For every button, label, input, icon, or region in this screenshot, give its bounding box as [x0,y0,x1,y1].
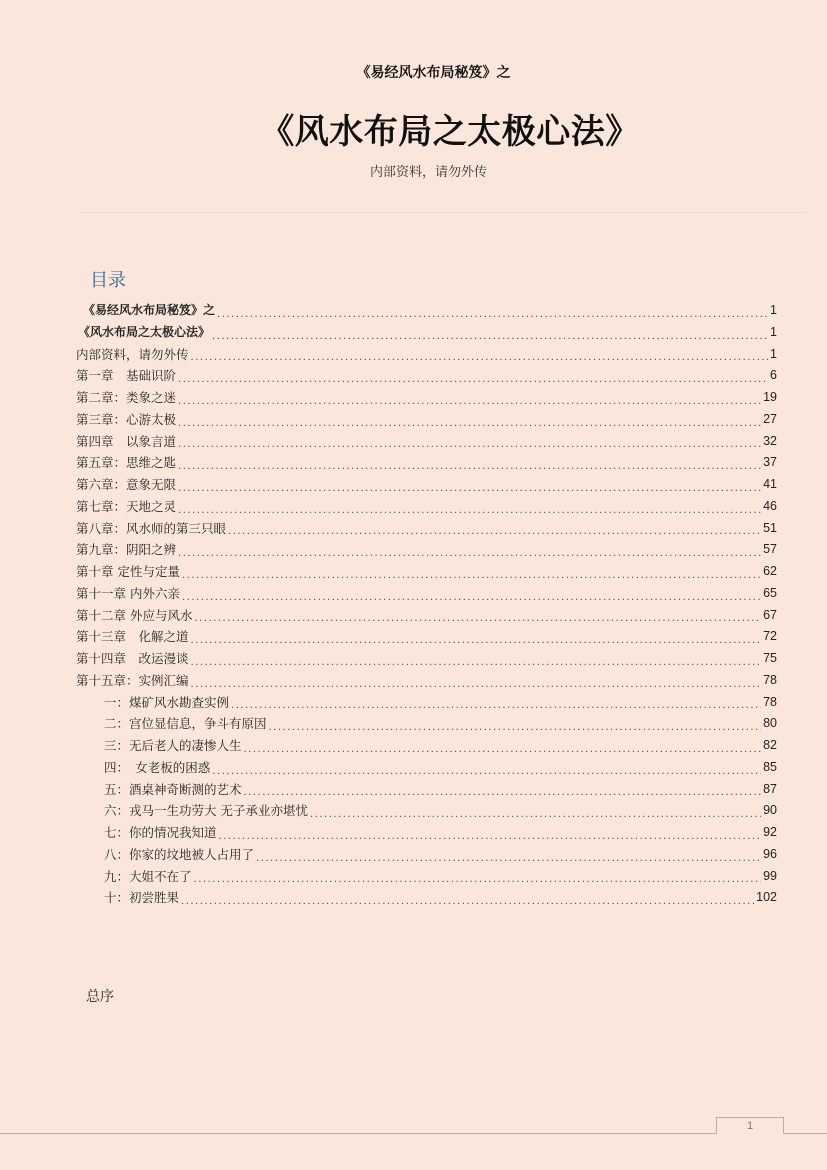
toc-entry[interactable] [76,539,777,561]
toc-entry[interactable] [76,518,777,540]
page-number: 1 [716,1117,784,1134]
toc-entry-label: 内部资料，请勿外传 [76,346,189,362]
toc-entry-label: 第九章：阴阳之辨 [76,542,177,558]
toc-entry[interactable] [76,626,777,648]
toc-dot-leader [178,365,768,387]
table-of-contents [76,300,777,909]
toc-entry-label: 九：大姐不在了 [104,868,192,884]
toc-entry-page: 87 [763,781,777,796]
toc-entry-page: 96 [763,846,777,861]
toc-entry-page: 19 [763,390,777,404]
toc-entry-label: 六：戎马一生功劳大 无子承业亦堪忧 [104,803,308,819]
toc-entry-page: 46 [763,498,777,513]
toc-entry-page: 27 [763,411,777,426]
toc-entry[interactable] [76,409,777,431]
toc-dot-leader [244,735,762,757]
toc-entry-page: 82 [763,738,777,752]
toc-dot-leader [191,648,762,670]
toc-dot-leader [194,605,761,627]
toc-entry[interactable] [76,300,777,322]
toc-entry[interactable] [76,822,777,844]
toc-dot-leader [212,757,761,779]
toc-entry-page: 75 [763,651,777,665]
toc-entry-label: 第七章：天地之灵 [76,498,177,514]
toc-entry-label: 第十五章：实例汇编 [76,672,189,688]
toc-entry-label: 第十四章 改运漫谈 [76,651,189,666]
footer-divider [0,1133,827,1134]
toc-entry-page: 41 [763,477,777,491]
toc-entry-label: 第八章：风水师的第三只眼 [76,520,227,536]
toc-entry-label: 第十一章 内外六亲 [76,585,180,601]
toc-entry-page: 51 [763,520,777,535]
toc-dot-leader [178,474,761,496]
toc-entry-label: 第三章：心游太极 [76,411,177,427]
toc-dot-leader [178,431,761,453]
toc-entry-label: 十：初尝胜果 [104,890,180,906]
toc-entry-label: 第十二章 外应与风水 [76,607,193,623]
toc-entry[interactable] [76,713,777,735]
toc-heading: 目录 [90,270,126,291]
toc-entry-label: 三：无后老人的凄惨人生 [104,738,242,753]
header-divider [80,212,806,213]
toc-dot-leader [269,713,762,735]
toc-entry[interactable] [76,452,777,474]
toc-entry-label: 二：宫位显信息，争斗有原因 [104,716,267,732]
toc-entry-label: 五：酒桌神奇断测的艺术 [104,781,242,797]
toc-entry-page: 65 [763,585,777,600]
toc-entry-label: 第五章：思维之匙 [76,455,177,471]
section-heading: 总序 [86,989,114,1005]
toc-dot-leader [191,344,769,366]
toc-entry[interactable] [76,561,777,583]
toc-entry[interactable] [76,800,777,822]
toc-entry[interactable] [76,757,777,779]
toc-dot-leader [191,626,762,648]
toc-entry[interactable] [76,670,777,692]
toc-entry[interactable] [76,735,777,757]
toc-entry-page: 67 [763,607,777,622]
toc-entry[interactable] [76,583,777,605]
toc-entry-page: 85 [763,759,777,774]
toc-dot-leader [178,496,761,518]
toc-entry-label: 八：你家的坟地被人占用了 [104,846,255,862]
toc-entry[interactable] [76,887,777,909]
toc-entry-label: 《风水布局之太极心法》 [78,324,211,339]
toc-entry-page: 102 [756,890,777,905]
document-title: 《风水布局之太极心法》 [260,112,640,152]
toc-dot-leader [244,779,762,801]
toc-entry[interactable] [76,387,777,409]
toc-entry-label: 第十三章 化解之道 [76,629,189,645]
toc-dot-leader [310,800,761,822]
toc-dot-leader [178,539,761,561]
toc-entry[interactable] [76,344,777,366]
toc-dot-leader [194,866,762,888]
toc-entry[interactable] [76,496,777,518]
toc-entry-page: 72 [763,629,777,644]
toc-entry[interactable] [76,844,777,866]
toc-entry-label: 一：煤矿风水勘查实例 [104,694,230,710]
toc-entry[interactable] [76,605,777,627]
toc-entry-page: 90 [763,803,777,818]
toc-entry[interactable] [76,474,777,496]
toc-entry-label: 第六章：意象无限 [76,477,177,492]
toc-entry-label: 七：你的情况我知道 [104,825,217,840]
toc-entry-page: 99 [763,868,777,883]
toc-entry-page: 92 [763,825,777,839]
toc-entry-label: 第一章 基础识阶 [76,368,177,384]
toc-entry[interactable] [76,365,777,387]
toc-dot-leader [181,887,754,909]
toc-dot-leader [228,518,761,540]
document-subtitle: 内部资料，请勿外传 [369,165,487,180]
toc-entry[interactable] [76,322,777,344]
toc-entry-label: 四： 女老板的困惑 [104,759,211,775]
toc-entry[interactable] [76,779,777,801]
toc-entry-page: 1 [770,324,777,339]
toc-dot-leader [182,583,761,605]
toc-entry-label: 第二章：类象之迷 [76,390,177,405]
toc-dot-leader [231,692,761,714]
toc-entry-page: 37 [763,455,777,470]
toc-dot-leader [178,409,761,431]
toc-entry-label: 第十章 定性与定量 [76,564,180,579]
toc-dot-leader [212,322,768,344]
toc-entry-page: 32 [763,433,777,448]
toc-dot-leader [217,300,768,322]
toc-entry[interactable] [76,866,777,888]
document-supertitle: 《易经风水布局秘笈》之 [356,65,511,81]
toc-dot-leader [178,387,761,409]
toc-entry-page: 78 [763,672,777,687]
toc-dot-leader [182,561,761,583]
toc-dot-leader [191,670,762,692]
toc-entry-page: 6 [770,368,777,383]
toc-entry[interactable] [76,431,777,453]
toc-dot-leader [178,452,761,474]
toc-entry-label: 《易经风水布局秘笈》之 [83,303,216,317]
toc-entry-page: 57 [763,542,777,557]
toc-entry-page: 1 [770,303,777,317]
toc-entry-page: 80 [763,716,777,731]
toc-entry-page: 62 [763,564,777,578]
toc-dot-leader [219,822,762,844]
toc-entry-page: 1 [770,346,777,361]
toc-entry[interactable] [76,692,777,714]
toc-dot-leader [256,844,761,866]
toc-entry[interactable] [76,648,777,670]
toc-entry-page: 78 [763,694,777,709]
toc-entry-label: 第四章 以象言道 [76,433,177,449]
